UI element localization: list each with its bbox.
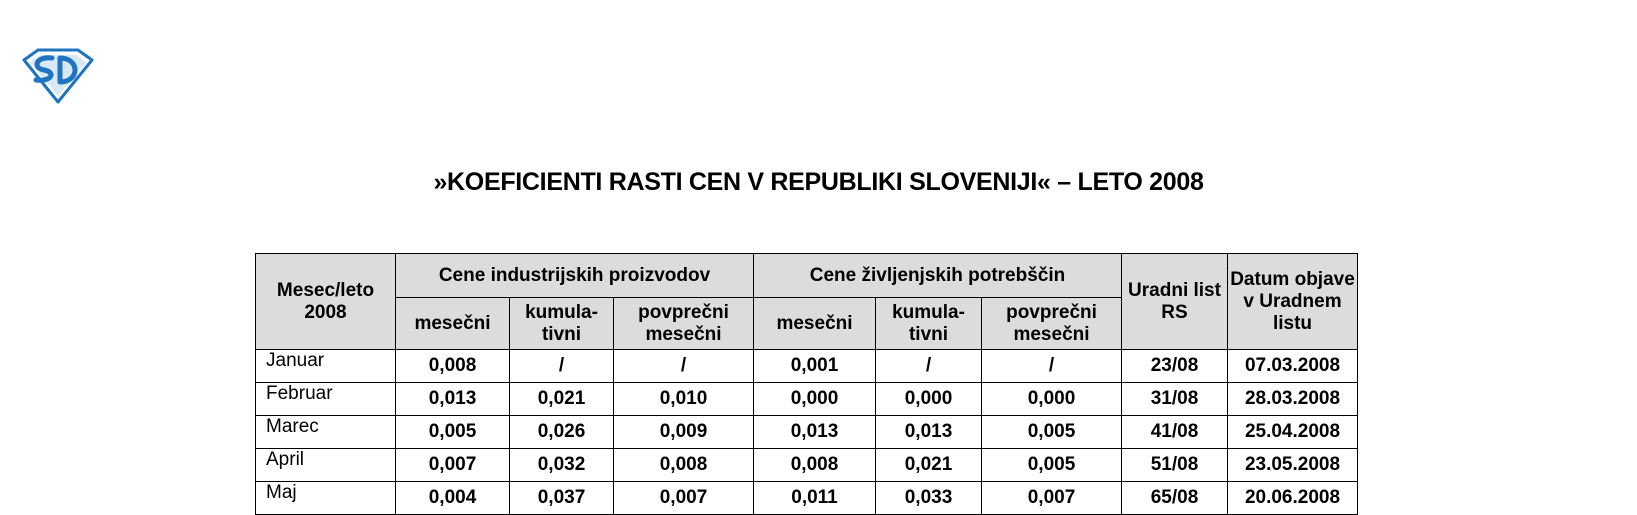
cell-ind-monthly: 0,013 [396, 383, 510, 416]
cell-ind-average: 0,009 [614, 416, 754, 449]
cell-liv-monthly: 0,013 [754, 416, 876, 449]
cell-liv-monthly: 0,008 [754, 449, 876, 482]
header-publish-date: Datum objave v Uradnem listu [1228, 254, 1358, 350]
cell-month: Maj [256, 482, 396, 515]
table-row [256, 449, 1358, 482]
cell-liv-cumulative: 0,021 [876, 449, 982, 482]
cell-ind-cumulative: 0,037 [510, 482, 614, 515]
cell-ind-monthly: 0,008 [396, 350, 510, 383]
cell-publish-date: 23.05.2008 [1228, 449, 1358, 482]
cell-ind-monthly: 0,007 [396, 449, 510, 482]
header-industrial-prices: Cene industrijskih proizvodov [396, 254, 754, 298]
cell-month: April [256, 449, 396, 482]
header-gazette: Uradni list RS [1122, 254, 1228, 350]
cell-liv-average: 0,005 [982, 449, 1122, 482]
cell-ind-cumulative: / [510, 350, 614, 383]
cell-ind-monthly: 0,004 [396, 482, 510, 515]
header-liv-average: povprečni mesečni [982, 298, 1122, 350]
cell-publish-date: 07.03.2008 [1228, 350, 1358, 383]
header-ind-monthly: mesečni [396, 298, 510, 350]
cell-liv-cumulative: 0,000 [876, 383, 982, 416]
table-row [256, 416, 1358, 449]
cell-publish-date: 28.03.2008 [1228, 383, 1358, 416]
header-month: Mesec/leto 2008 [256, 254, 396, 350]
table-row [256, 383, 1358, 416]
cell-month: Marec [256, 416, 396, 449]
header-liv-monthly: mesečni [754, 298, 876, 350]
cell-ind-average: / [614, 350, 754, 383]
cell-ind-average: 0,010 [614, 383, 754, 416]
header-ind-average: povprečni mesečni [614, 298, 754, 350]
cell-liv-average: / [982, 350, 1122, 383]
header-ind-cumulative: kumula-tivni [510, 298, 614, 350]
cell-liv-average: 0,005 [982, 416, 1122, 449]
table-row [256, 350, 1358, 383]
cell-publish-date: 20.06.2008 [1228, 482, 1358, 515]
cell-gazette: 31/08 [1122, 383, 1228, 416]
page-title: »KOEFICIENTI RASTI CEN V REPUBLIKI SLOVENIJI« – LETO 2008 [433, 168, 1204, 196]
cell-ind-average: 0,007 [614, 482, 754, 515]
cell-ind-cumulative: 0,032 [510, 449, 614, 482]
cell-gazette: 51/08 [1122, 449, 1228, 482]
cell-liv-average: 0,007 [982, 482, 1122, 515]
table-row [256, 482, 1358, 515]
cell-ind-cumulative: 0,026 [510, 416, 614, 449]
price-coefficients-table [255, 253, 1358, 515]
cell-ind-average: 0,008 [614, 449, 754, 482]
cell-publish-date: 25.04.2008 [1228, 416, 1358, 449]
cell-liv-cumulative: 0,013 [876, 416, 982, 449]
cell-liv-cumulative: / [876, 350, 982, 383]
header-liv-cumulative: kumula-tivni [876, 298, 982, 350]
cell-liv-monthly: 0,011 [754, 482, 876, 515]
cell-gazette: 41/08 [1122, 416, 1228, 449]
company-logo [22, 46, 94, 104]
cell-month: Januar [256, 350, 396, 383]
header-living-costs: Cene življenjskih potrebščin [754, 254, 1122, 298]
cell-liv-average: 0,000 [982, 383, 1122, 416]
cell-liv-monthly: 0,000 [754, 383, 876, 416]
cell-gazette: 65/08 [1122, 482, 1228, 515]
cell-month: Februar [256, 383, 396, 416]
cell-liv-cumulative: 0,033 [876, 482, 982, 515]
cell-ind-monthly: 0,005 [396, 416, 510, 449]
cell-liv-monthly: 0,001 [754, 350, 876, 383]
cell-ind-cumulative: 0,021 [510, 383, 614, 416]
cell-gazette: 23/08 [1122, 350, 1228, 383]
